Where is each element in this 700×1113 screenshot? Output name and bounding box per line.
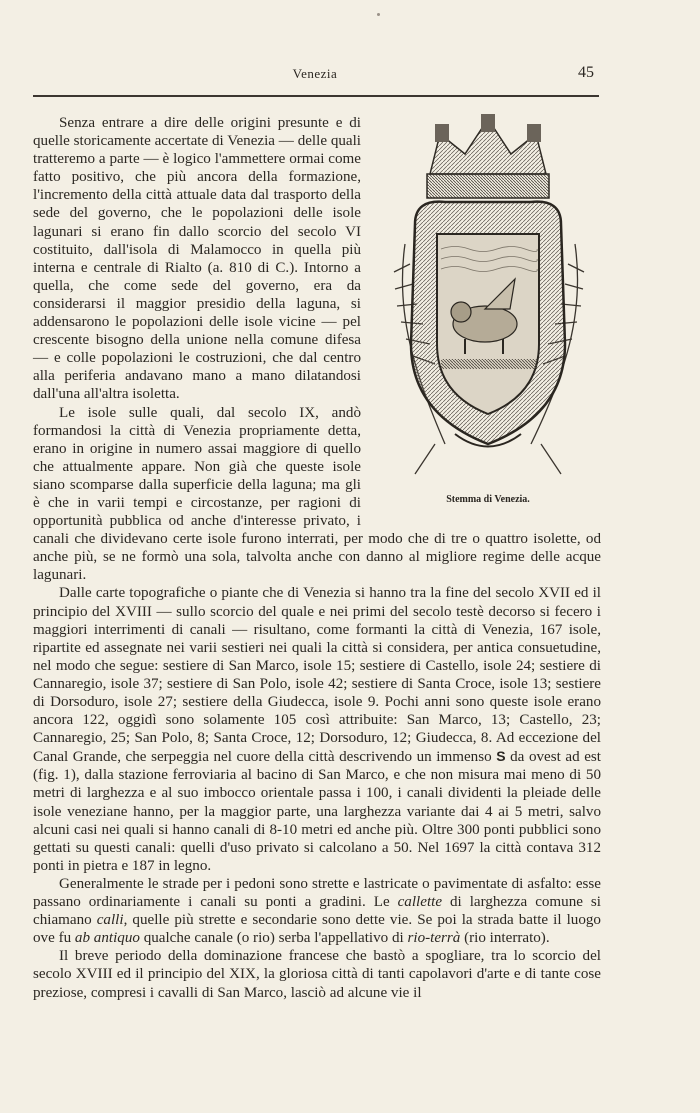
running-title: Venezia xyxy=(292,66,338,81)
text-run: (rio interrato). xyxy=(460,930,550,947)
text-run: Dalle carte topografiche o piante che di Venezia si hanno tra la fine del secolo XVII ed il principio del XVIII — sullo scorcio del quale e nei primi del secolo testè decorso si fecero i maggiori interrimenti di canali — risultano, come formanti la città di Venezia, 167 isole, ripartite ed assegnate nei varii sestieri nei quali la città si considera, per antica consuetudine, nel modo che segue: sestiere di San Marco, isole 15; sestiere di Castello, isole 24; sestiere di Cannaregio, isole 37; sestiere di San Polo, isole 42; sestiere di Santa Croce, isole 13; sestiere di Dorsoduro, isole 27; sestiere della Giudecca, isole 9. Pochi anni sono queste isole erano ancora 122, oggidì sono solamente 105 così attribuite: San Marco, 13; Castello, 23; Cannaregio, 25; San Polo, 8; Santa Croce, 12; Dorsoduro, 12; Giudecca, 8. Ad eccezione del Canal Grande, che serpeggia nel cuore della città descrivendo un immenso xyxy=(33,585,601,766)
body-text xyxy=(33,114,601,1002)
text-run: Il breve periodo della dominazione francese che bastò a spogliare, tra lo scorcio del secolo XVIII ed il principio del XIX, la gloriosa città di tanti capolavori d'arte e di tante cose preziose, compresi i cavalli di San Marco, lasciò ad alcune vie il xyxy=(33,948,601,1001)
text-run: Senza entrare a dire delle origini presunte e di quelle storicamente accertate di Venezia — delle quali tratteremo a parte — è logico l'ammettere ormai come fatto positivo, che più ancora della formazione, l'incremento della città attuale data dal trasporto della sede del governo, che le popolazioni delle isole lagunari si erano fin dallo scorcio del secolo VI costituito, dall'isola di Malamocco in quella più interna e centrale di Rialto (a. 810 di C.). Intorno a quella, che come sede del governo, era da considerarsi il maggior presidio della laguna, si addensarono le popolazioni delle isole vicine — pel crescente bisogno della unione nella comune difesa — e colle popolazioni le costruzioni, che dal centro alla periferia andavano mano a mano dilatandosi dall'una all'altra isoletta. xyxy=(33,115,361,403)
text-run: Generalmente le strade per i pedoni sono strette e lastricate o pavimentate di asfalto: esse passano ordinariamente i canali su ponti a gradini. Le xyxy=(33,875,601,911)
italic-term: rio-terrà xyxy=(407,930,461,947)
mural-crown xyxy=(427,114,549,198)
shield-base xyxy=(441,359,537,369)
coat-of-arms-figure xyxy=(375,114,601,524)
text-run: da ovest ad est (fig. 1), dalla stazione ferroviaria al bacino di San Marco, e che non misura mai meno di 50 metri di larghezza e al suo imbocco orientale passa i 100, i canali dividenti la pleiade delle isole veneziane hanno, per la maggior parte, una larghezza variante dai 4 ai 5 metri, salvo alcuni casi nei quali si hanno canali di 8-10 metri ed anche più. Oltre 300 ponti pubblici sono gettati su questi canali: quelli d'uso privato si calcolano a 50. Nel 1697 la città contava 312 ponti in pietra e 187 in legno. xyxy=(33,749,601,874)
paragraph xyxy=(33,875,601,947)
text-run: , quelle più strette e secondarie sono dette vie. Se poi la strada batte il luogo ove fu xyxy=(33,912,601,947)
text-run: di larghezza comune si chiamano xyxy=(33,894,601,929)
coat-of-arms-engraving xyxy=(375,114,601,494)
italic-term: callette xyxy=(397,894,443,911)
italic-term: ab antiquo xyxy=(74,930,140,947)
print-speck xyxy=(377,13,380,16)
italic-term: calli xyxy=(96,912,124,929)
s-shape-letter: S xyxy=(496,748,506,765)
paragraph xyxy=(33,947,601,1001)
header-rule xyxy=(33,95,599,97)
paragraph xyxy=(33,584,601,875)
text-run: qualche canale (o rio) serba l'appellativo di xyxy=(139,930,408,947)
page-number: 45 xyxy=(578,64,594,81)
figure-caption: Stemma di Venezia. xyxy=(446,494,530,505)
text-run: Le isole sulle quali, dal secolo IX, andò formandosi la città di Venezia propriamente detta, erano in origine in numero assai maggiore di quello che attualmente appare. Non già che queste isole siano scomparse dalla superficie della laguna; ma gli è che in varii tempi e circostanze, per ragioni di opportunità pubblica od anche d'interesse privato, i canali che dividevano certe isole furono interrati, per modo che di tre o quattro isolette, od anche più, se ne formò una sola, talvolta anche con danno al migliore regime delle acque lagunari. xyxy=(33,404,601,584)
